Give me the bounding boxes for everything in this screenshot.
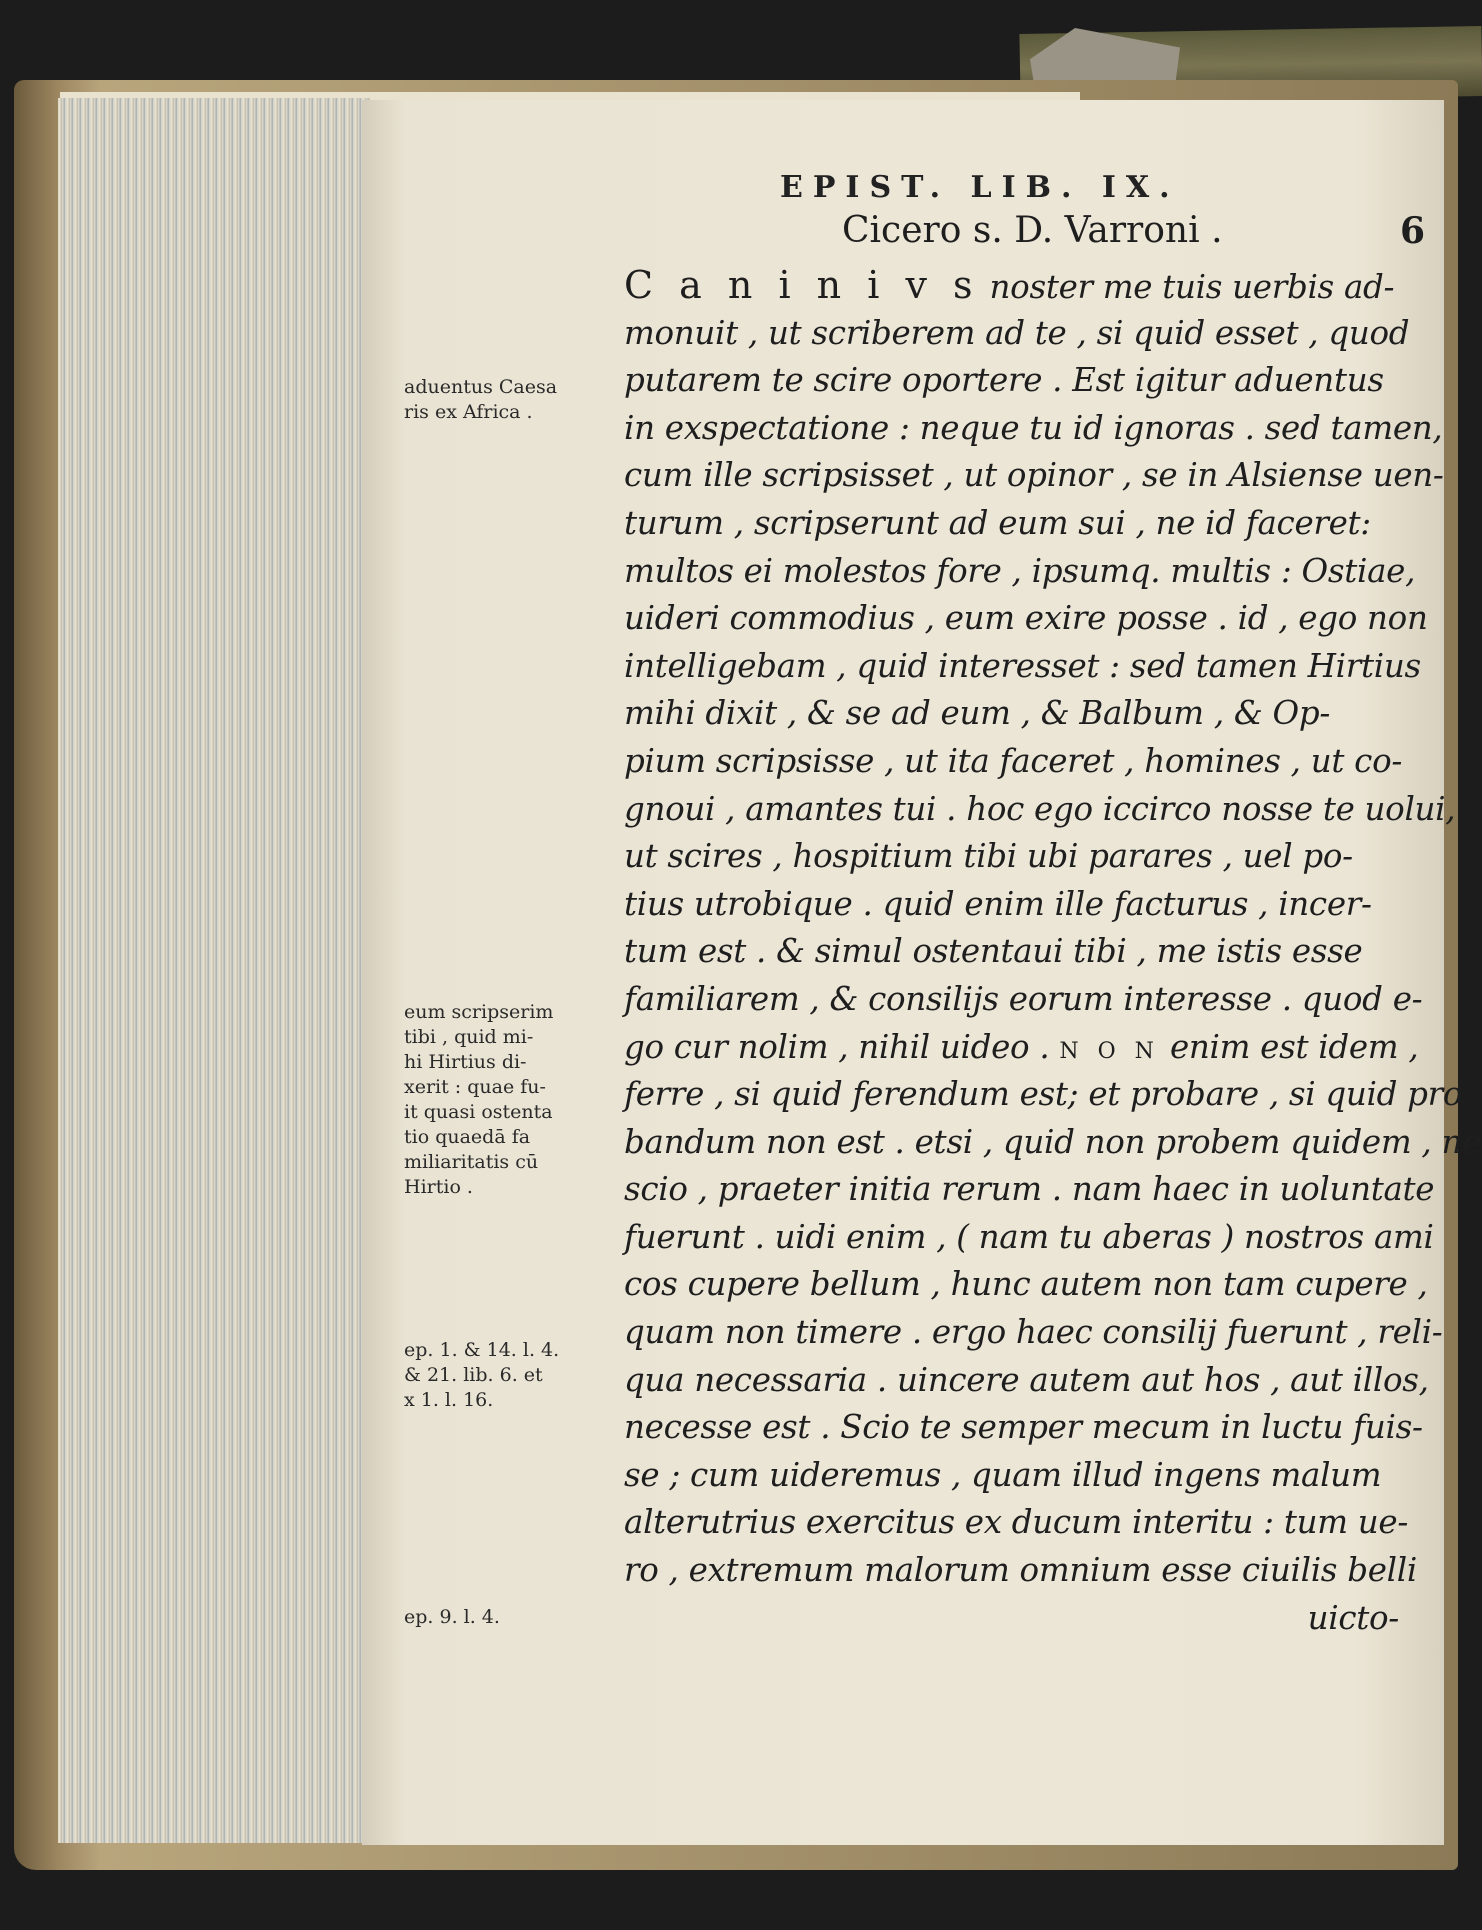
- text-line: [624, 643, 1421, 691]
- line-text: multos ei molestos fore , ipsumq. multis : Ostiae,: [624, 551, 1416, 590]
- text-line: [624, 928, 1399, 976]
- text-line: [624, 500, 1399, 548]
- line-text: ut scires , hospitium tibi ubi parares , uel po-: [624, 837, 1353, 876]
- text-line: [624, 1595, 1399, 1643]
- text-line: [624, 595, 1428, 643]
- text-line: [624, 452, 1444, 500]
- line-text: tum est . & simul ostentaui tibi , me istis esse: [624, 932, 1363, 971]
- line-text: gnoui , amantes tui . hoc ego iccirco nosse te uolui,: [624, 789, 1456, 828]
- line-text: bandum non est . etsi , quid non probem quidem , ne: [624, 1122, 1482, 1161]
- text-line: [624, 405, 1443, 453]
- line-text: ro , extremum malorum omnium esse ciuilis belli: [624, 1551, 1417, 1590]
- line-text: go cur nolim , nihil uideo .: [624, 1027, 1060, 1066]
- margin-note-letter: eum scripserim tibi , quid mi- hi Hirtius di- xerit : quae fu- it quasi ostenta tio quaedā fa miliaritatis cū Hirtio .: [404, 1001, 554, 1198]
- line-text: fuerunt . uidi enim , ( nam tu aberas ) nostros ami: [624, 1217, 1434, 1256]
- text-line: [624, 1071, 1463, 1119]
- text-line: [624, 690, 1399, 738]
- line-text: noster me tuis uerbis ad-: [979, 268, 1395, 306]
- text-line: [624, 1024, 1419, 1072]
- line-text: se ; cum uideremus , quam illud ingens malum: [624, 1455, 1382, 1494]
- line-text: necesse est . Scio te semper mecum in luctu fuis-: [624, 1408, 1423, 1447]
- text-line: [624, 357, 1399, 405]
- line-text-end: enim est idem ,: [1159, 1027, 1419, 1066]
- line-text: qua necessaria . uincere autem aut hos , aut illos,: [624, 1360, 1429, 1399]
- line-text: mihi dixit , & se ad eum , & Balbum , & Op-: [624, 694, 1331, 733]
- page-edges-stack: [58, 98, 370, 1843]
- text-line: [624, 1547, 1417, 1595]
- line-text: scio , praeter initia rerum . nam haec in uoluntate: [624, 1170, 1435, 1209]
- text-line: [624, 262, 1399, 310]
- line-text: tius utrobique . quid enim ille facturus , incer-: [624, 884, 1372, 923]
- text-line: [624, 1261, 1428, 1309]
- running-head: EPIST. LIB. IX.: [780, 170, 1180, 205]
- small-caps-word: N O N: [1059, 1038, 1160, 1064]
- text-line: [624, 833, 1399, 881]
- text-line: [624, 976, 1423, 1024]
- line-text: familiarem , & consilijs eorum interesse . quod e-: [624, 979, 1423, 1018]
- text-line: [624, 881, 1399, 929]
- text-line: [624, 1214, 1434, 1262]
- text-line: [624, 1309, 1443, 1357]
- line-text: monuit , ut scriberem ad te , si quid esset , quod: [624, 313, 1410, 352]
- line-text: alterutrius exercitus ex ducum interitu : tum ue-: [624, 1503, 1409, 1542]
- body-text: [624, 262, 1482, 1642]
- line-text: quam non timere . ergo haec consilij fuerunt , reli-: [624, 1313, 1443, 1352]
- line-text: cum ille scripsisset , ut opinor , se in Alsiense uen-: [624, 456, 1444, 495]
- line-text: uideri commodius , eum exire posse . id , ego non: [624, 599, 1428, 638]
- line-text: putarem te scire oportere . Est igitur aduentus: [624, 361, 1384, 400]
- text-line: [624, 1119, 1482, 1167]
- text-line: [624, 1404, 1423, 1452]
- opening-word: C a n i n i v s: [624, 263, 980, 307]
- margin-note-reference: ep. 1. & 14. l. 4. & 21. lib. 6. et x 1. l. 16.: [404, 1339, 560, 1411]
- line-text: uicto-: [1307, 1598, 1399, 1637]
- line-text: turum , scripserunt ad eum sui , ne id faceret:: [624, 503, 1371, 542]
- text-line: [624, 738, 1403, 786]
- text-line: [624, 786, 1456, 834]
- text-line: [624, 1452, 1399, 1500]
- text-line: [624, 548, 1416, 596]
- line-text: in exspectatione : neque tu id ignoras . sed tamen,: [624, 408, 1443, 447]
- margin-note-arrival: aduentus Caesa ris ex Africa .: [404, 376, 558, 423]
- text-line: [624, 1166, 1435, 1214]
- line-text: cos cupere bellum , hunc autem non tam cupere ,: [624, 1265, 1428, 1304]
- margin-note-reference-2: ep. 9. l. 4.: [404, 1606, 500, 1628]
- text-line: [624, 1357, 1429, 1405]
- letter-heading: Cicero s. D. Varroni .: [842, 210, 1223, 251]
- line-text: ferre , si quid ferendum est; et probare , si quid pro: [624, 1075, 1463, 1114]
- line-text: pium scripsisse , ut ita faceret , homines , ut co-: [624, 741, 1403, 780]
- text-line: [624, 1499, 1409, 1547]
- page-number: 6: [1400, 210, 1426, 252]
- text-line: [624, 310, 1410, 358]
- line-text: intelligebam , quid interesset : sed tamen Hirtius: [624, 646, 1421, 685]
